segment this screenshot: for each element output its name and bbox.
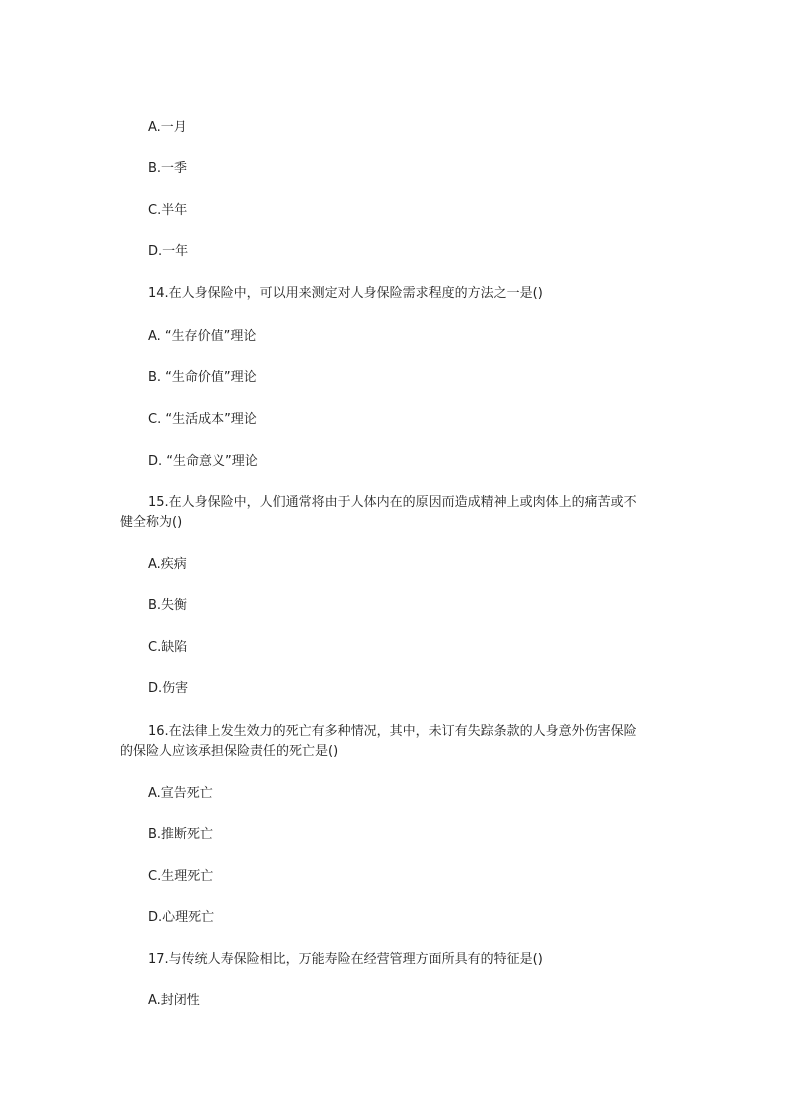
question-15-line-1: 15.在人身保险中，人们通常将由于人体内在的原因而造成精神上或肉体上的痛苦或不	[148, 495, 637, 510]
option-q16-c: C.生理死亡	[148, 869, 214, 884]
option-q15-d: D.伤害	[148, 681, 189, 696]
option-q14-c: C. “生活成本”理论	[148, 412, 257, 427]
option-q13-b: B.一季	[148, 161, 188, 176]
option-q15-c: C.缺陷	[148, 640, 188, 655]
option-q15-a: A.疾病	[148, 557, 187, 572]
option-q14-a: A. “生存价值”理论	[148, 329, 257, 344]
question-15-line-2: 健全称为()	[120, 515, 183, 530]
option-q16-a: A.宣告死亡	[148, 786, 213, 801]
option-q17-a: A.封闭性	[148, 993, 200, 1008]
option-q16-b: B.推断死亡	[148, 827, 214, 842]
question-16-line-1: 16.在法律上发生效力的死亡有多种情况，其中，未订有失踪条款的人身意外伤害保险	[148, 724, 637, 739]
option-q16-d: D.心理死亡	[148, 910, 215, 925]
option-q13-c: C.半年	[148, 203, 188, 218]
option-q14-d: D. “生命意义”理论	[148, 454, 258, 469]
option-q13-d: D.一年	[148, 244, 189, 259]
question-14: 14.在人身保险中，可以用来测定对人身保险需求程度的方法之一是()	[148, 286, 543, 301]
option-q13-a: A.一月	[148, 120, 187, 135]
question-16-line-2: 的保险人应该承担保险责任的死亡是()	[120, 744, 339, 759]
option-q15-b: B.失衡	[148, 598, 188, 613]
option-q14-b: B. “生命价值”理论	[148, 370, 257, 385]
question-17: 17.与传统人寿保险相比，万能寿险在经营管理方面所具有的特征是()	[148, 952, 543, 967]
